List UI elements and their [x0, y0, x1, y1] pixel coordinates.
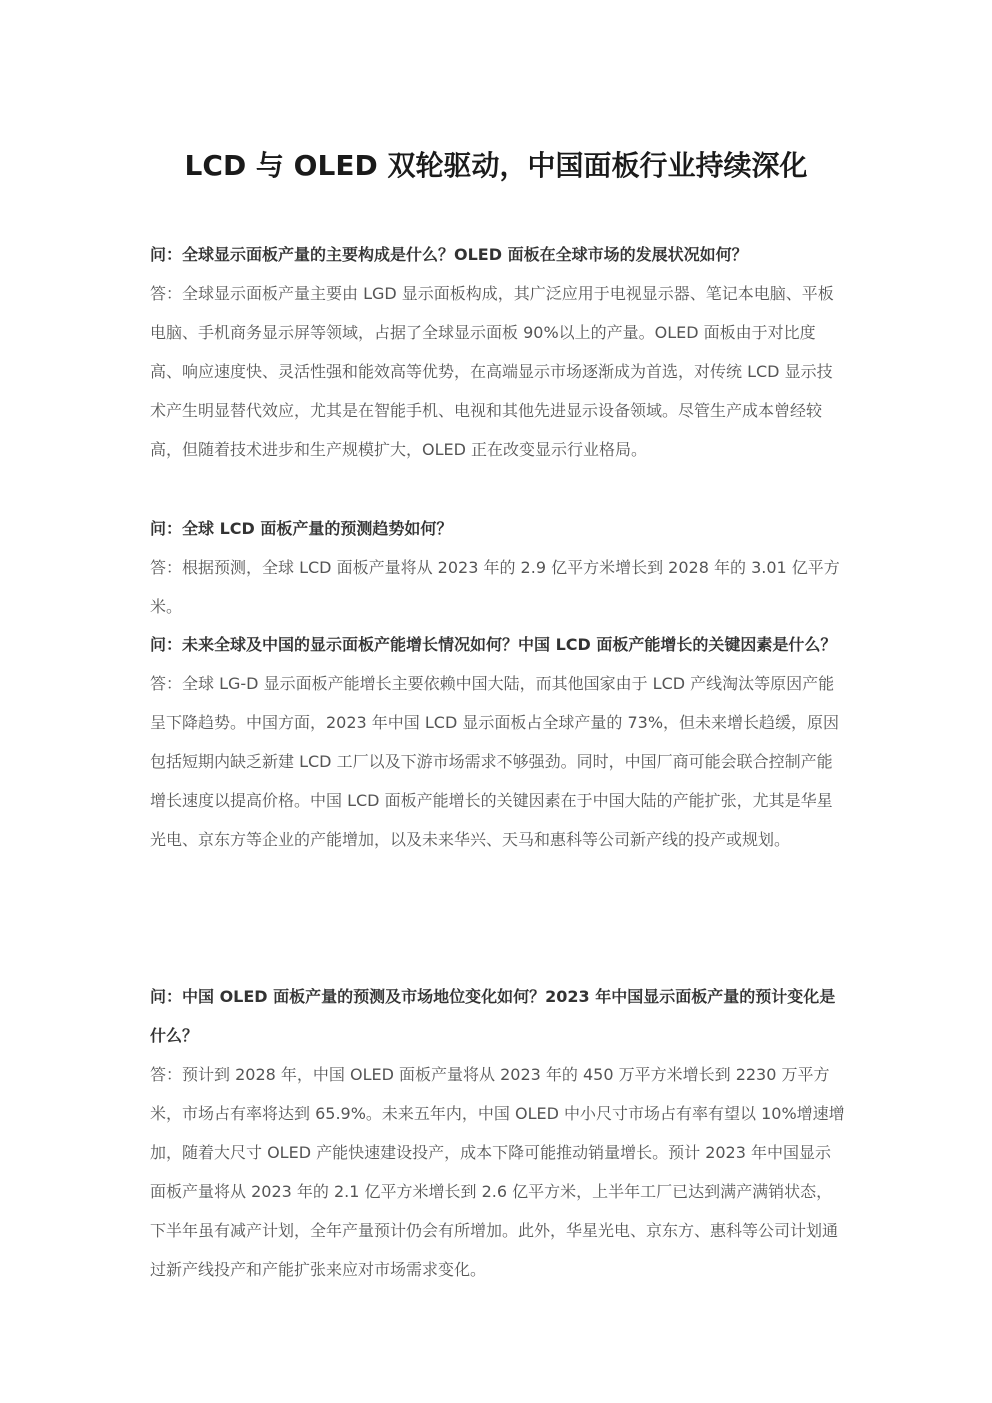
answer-1: 答：全球显示面板产量主要由 LGD 显示面板构成，其广泛应用于电视显示器、笔记本电脑、平板电脑、手机商务显示屏等领域，占据了全球显示面板 90%以上的产量。OLED 面板由于对比度高、响应速度快、灵活性强和能效高等优势，在高端显示市场逐渐成为首选，对传统 LCD 显示技术产生明显替代效应，尤其是在智能手机、电视和其他先进显示设备领域。尽管生产成本曾经较高，但随着技术进步和生产规模扩大，OLED 正在改变显示行业格局。 — [150, 284, 834, 459]
question-1: 问：全球显示面板产量的主要构成是什么？OLED 面板在全球市场的发展状况如何？ — [150, 245, 748, 264]
question-4: 问：中国 OLED 面板产量的预测及市场地位变化如何？2023 年中国显示面板产量的预计变化是什么？ — [150, 987, 836, 1045]
answer-3: 答：全球 LG-D 显示面板产能增长主要依赖中国大陆，而其他国家由于 LCD 产线淘汰等原因产能呈下降趋势。中国方面，2023 年中国 LCD 显示面板占全球产量的 73%，但未来增长趋缓，原因包括短期内缺乏新建 LCD 工厂以及下游市场需求不够强劲。同时，中国厂商可能会联合控制产能增长速度以提高价格。中国 LCD 面板产能增长的关键因素在于中国大陆的产能扩张，尤其是华星光电、京东方等企业的产能增加，以及未来华兴、天马和惠科等公司新产线的投产或规划。 — [150, 674, 840, 849]
qa-section-3 — [150, 625, 846, 859]
qa-section-2 — [150, 509, 846, 626]
answer-2: 答：根据预测，全球 LCD 面板产量将从 2023 年的 2.9 亿平方米增长到 2028 年的 3.01 亿平方米。 — [150, 558, 840, 616]
question-3: 问：未来全球及中国的显示面板产能增长情况如何？中国 LCD 面板产能增长的关键因素是什么？ — [150, 635, 837, 654]
qa-section-4 — [150, 977, 846, 1289]
document-title: LCD 与 OLED 双轮驱动，中国面板行业持续深化 — [184, 149, 808, 182]
qa-section-1 — [150, 235, 846, 469]
question-2: 问：全球 LCD 面板产量的预测趋势如何？ — [150, 519, 453, 538]
answer-4: 答：预计到 2028 年，中国 OLED 面板产量将从 2023 年的 450 万平方米增长到 2230 万平方米，市场占有率将达到 65.9%。未来五年内，中国 OLED 中小尺寸市场占有率有望以 10%增速增加，随着大尺寸 OLED 产能快速建设投产，成本下降可能推动销量增长。预计 2023 年中国显示面板产量将从 2023 年的 2.1 亿平方米增长到 2.6 亿平方米，上半年工厂已达到满产满销状态，下半年虽有减产计划，全年产量预计仍会有所增加。此外，华星光电、京东方、惠科等公司计划通过新产线投产和产能扩张来应对市场需求变化。 — [150, 1065, 845, 1279]
